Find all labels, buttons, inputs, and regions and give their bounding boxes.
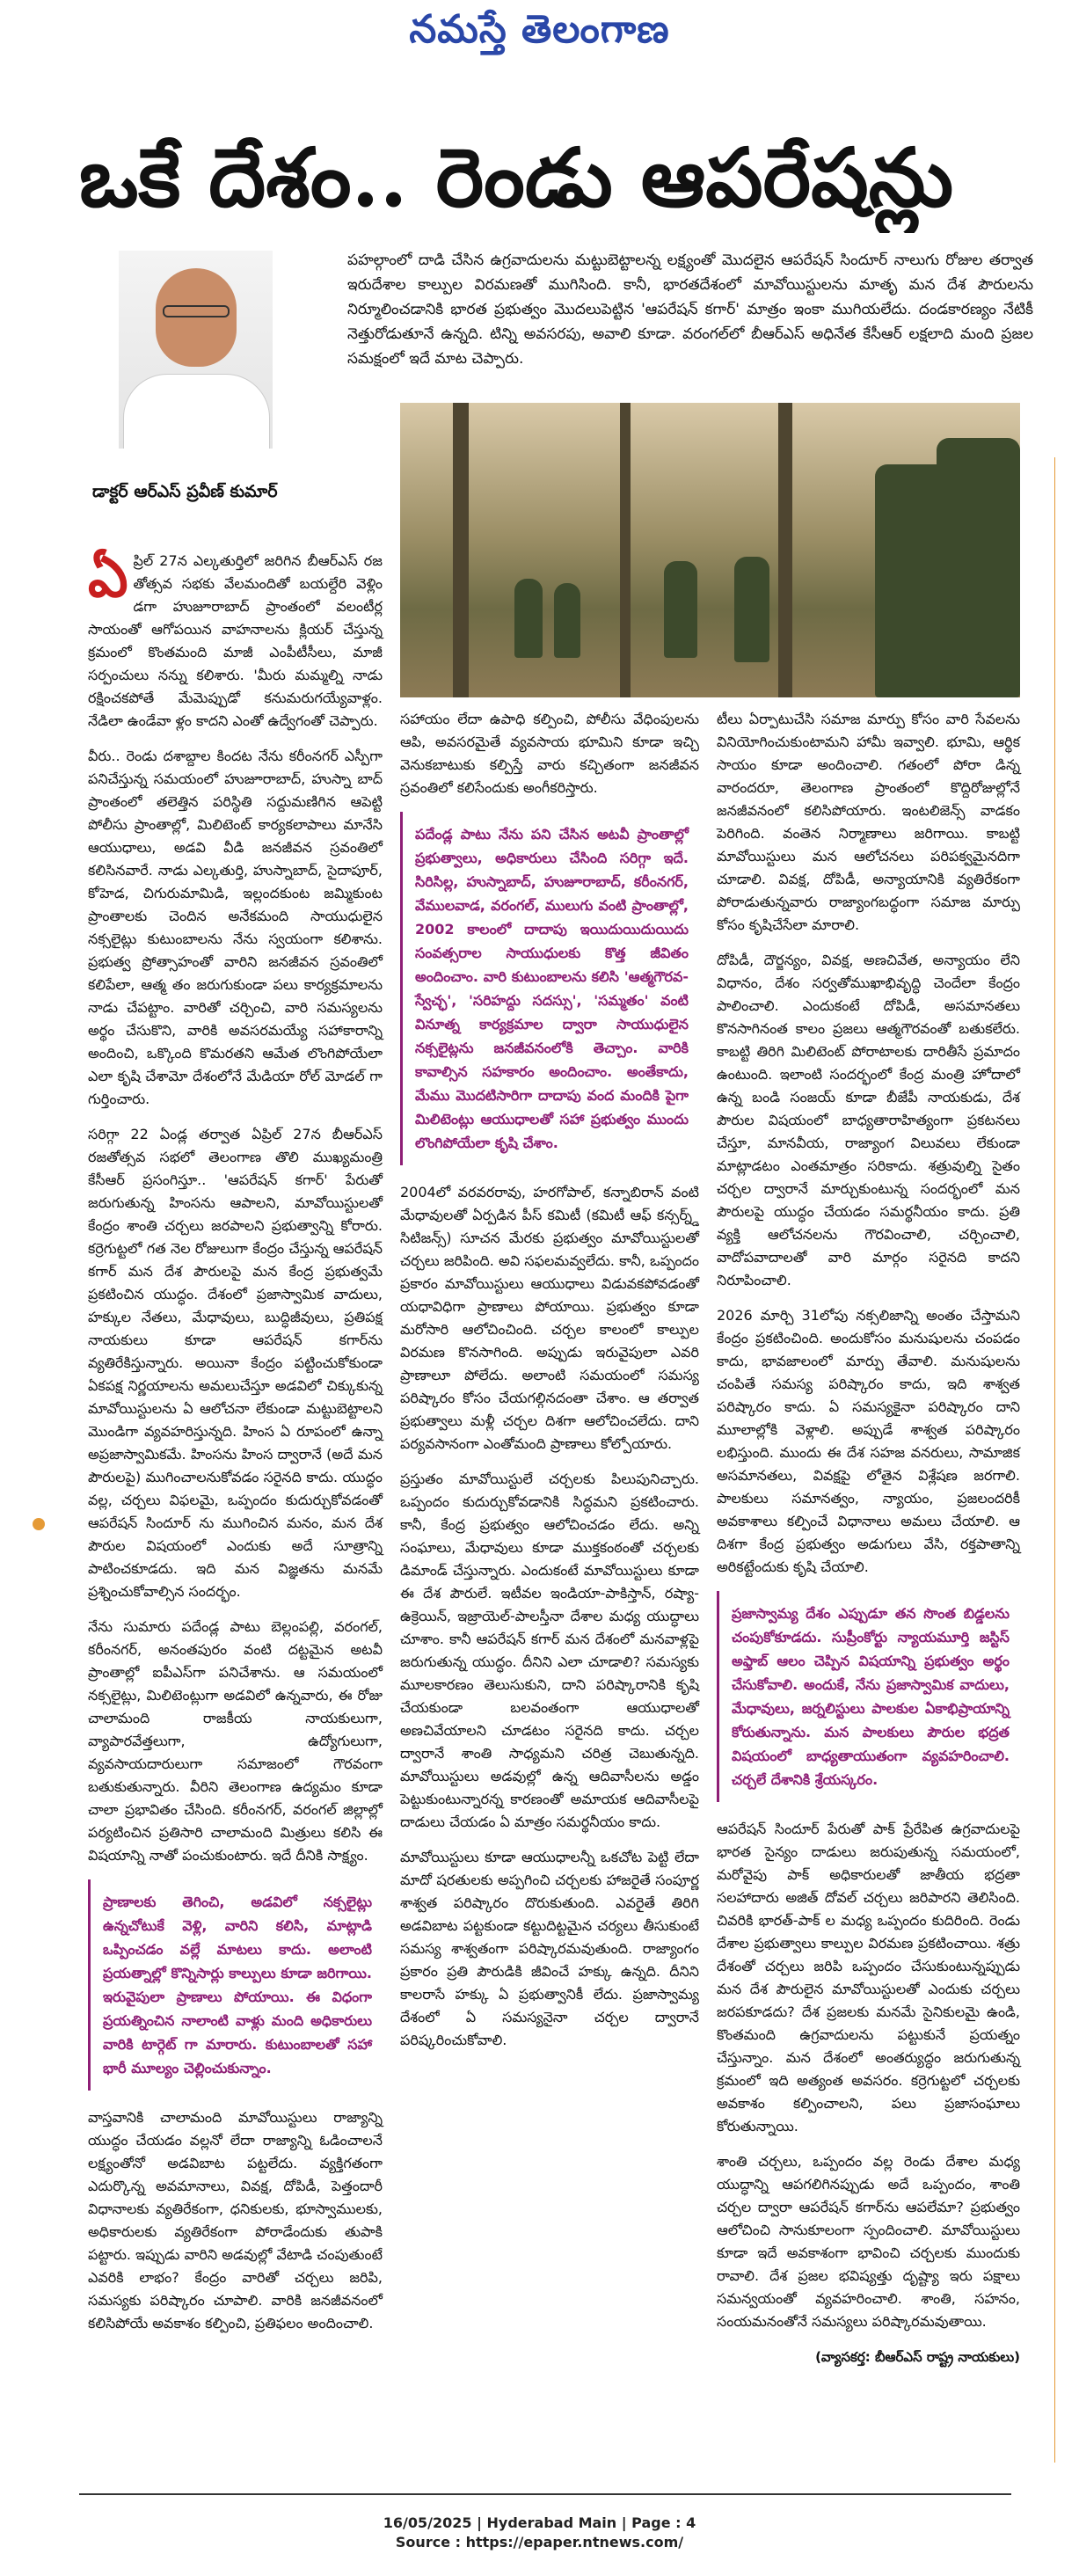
pull-quote: ప్రజాస్వామ్య దేశం ఎప్పుడూ తన సొంత బిడ్డలను చంపుకోకూడదు. సుప్రీంకోర్టు న్యాయమూర్తి జస్టిస్ అఫ్తాబ్ ఆలం చెప్పిన విషయాన్ని ప్రభుత్వం అర్థం చేసుకోవాలి. అందుకే, నేను ప్రజాస్వామిక వాదులు, మేధావులు, జర్నలిస్టులు పాలకుల ఏకాభిప్రాయాన్ని కోరుతున్నాను. మన పాలకులు పౌరుల భద్రత విషయంలో బాధ్యతాయుతంగా వ్యవహరించాలి. చర్చలే దేశానికి శ్రేయస్కరం. bbox=[717, 1591, 1020, 1802]
pull-quote: పదేండ్ల పాటు నేను పని చేసిన అటవీ ప్రాంతాల్లో ప్రభుత్వాలు, అధికారులు చేసింది సరిగ్గా ఇదే. సిరిసిల్ల, హుస్నాబాద్, హుజూరాబాద్, కరీంనగర్, వేములవాడ, వరంగల్, ములుగు వంటి ప్రాంతాల్లో, 2002 కాలంలో దాదాపు ఇయిదుయిదుయిదు సంవత్సరాల సాయుధులకు కొత్త జీవితం అందించాం. వారి కుటుంబాలను కలిసి 'ఆత్మగౌరవ-స్వేచ్ఛ', 'సరిహద్దు సదస్సు', 'సమ్మతం' వంటి వినూత్న కార్యక్రమాల ద్వారా సాయుధులైన నక్సలైట్లను జనజీవనంలోకి తెచ్చాం. వారికి కావాల్సిన సహకారం అందించాం. అంతేకాదు, మేము మొదటిసారిగా దాదాపు వంద మందికి పైగా మిలిటెంట్లు ఆయుధాలతో సహా ప్రభుత్వం ముందు లొంగిపోయేలా కృషి చేశాం. bbox=[400, 812, 699, 1165]
paragraph: వాస్తవానికి చాలామంది మావోయిస్టులు రాజ్యాన్ని యుద్ధం చేయడం వల్లనో లేదా రాజ్యాన్ని ఓడించాలనే లక్ష్యంతోనో అడవిబాట పట్టలేదు. వ్యక్తిగతంగా ఎదుర్కొన్న అవమానాలు, వివక్ష, దోపిడీ, పెత్తందారీ విధానాలకు వ్యతిరేకంగా, ధనికులకు, భూస్వాములకు, అధికారులకు వ్యతిరేకంగా పోరాడేందుకు తుపాకి పట్టారు. ఇప్పుడు వారిని అడవుల్లో వేటాడి చంపుతుంటే ఎవరికి లాభం? కేంద్రం వారితో చర్చలు జరిపి, సమస్యకు పరిష్కారం చూపాలి. వారికి జనజీవనంలో కలిసిపోయే అవకాశం కల్పించి, ప్రతిఫలం అందించాలి. bbox=[88, 2109, 383, 2332]
drop-cap: ఏ bbox=[88, 544, 128, 610]
margin-dot bbox=[33, 1518, 45, 1530]
photo-soldier-1 bbox=[514, 579, 543, 658]
paragraph: సరిగ్గా 22 ఏండ్ల తర్వాత ఏప్రిల్ 27న బీఆర్ఎస్ రజతోత్సవ సభలో తెలంగాణ తొలి ముఖ్యమంత్రి కేసీఆర్ ప్రసంగిస్తూ.. 'ఆపరేషన్ కగార్' పేరుతో జరుగుతున్న హింసను ఆపాలని, మావోయిస్టులతో కేంద్రం శాంతి చర్చలు జరపాలని ప్రభుత్వాన్ని కోరారు. కర్రెగుట్టలో గత నెల రోజులుగా కేంద్రం చేస్తున్న ఆపరేషన్ కగార్ మన దేశ పౌరులపై మన కేంద్ర ప్రభుత్వమే ప్రకటించిన యుద్ధం. దేశంలో ప్రజాస్వామిక వాదులు, హక్కుల నేతలు, మేధావులు, బుద్ధిజీవులు, ప్రతిపక్ష నాయకులు కూడా ఆపరేషన్ కగార్‌ను వ్యతిరేకిస్తున్నారు. అయినా కేంద్రం పట్టించుకోకుండా ఏకపక్ష నిర్ణయాలను అమలుచేస్తూ అడవిలో చిక్కుకున్న మావోయిస్టులను ఏ ఆలోచనా లేకుండా మట్టుబెట్టాలని మొండిగా వ్యవహరిస్తున్నది. హింస ఏ రూపంలో ఉన్నా అప్రజాస్వామికమే. హింసను హింస ద్వారానే (అదే మన పౌరులపై) ముగించాలనుకోవడం సరైనది కాదు. యుద్ధం వల్ల, చర్చలు విఫలమై, ఒప్పందం కుదుర్చుకోవడంతో ఆపరేషన్ సిందూర్ ను ముగించిన మనం, మన దేశ పౌరుల విషయంలో ఎందుకు అదే సూత్రాన్ని పాటించకూడదు. ఇది మన విజ్ఞతను మనమే ప్రశ్నించుకోవాల్సిన సందర్భం. bbox=[88, 1126, 383, 1600]
author-photo bbox=[119, 251, 273, 449]
author-note: (వ్యాసకర్త: బీఆర్ఎస్ రాష్ట్ర నాయకులు) bbox=[815, 2349, 1020, 2365]
column-3 bbox=[717, 708, 1020, 2368]
author-shirt bbox=[123, 374, 270, 449]
footer bbox=[0, 2514, 1079, 2552]
paragraph: 2004లో వరవరరావు, హరగోపాల్, కన్నాబిరాన్ వంటి మేధావులతో ఏర్పడిన పీస్ కమిటీ (కమిటీ ఆఫ్ కన్సర్న్డ్ సిటిజన్స్) సూచన మేరకు ప్రభుత్వం మావోయిస్టులతో చర్చలు జరిపింది. అవి సఫలమవ్వలేదు. కానీ, ఒప్పందం ప్రకారం మావోయిస్టులు ఆయుధాలు విడువకపోవడంతో యధావిధిగా ప్రాణాలు పోయాయి. ప్రభుత్వం కూడా మరోసారి ఆలోచించింది. చర్చల కాలంలో కాల్పుల విరమణ కొనసాగింది. అప్పుడు ఇరువైపులా ఎవరి ప్రాణాలూ పోలేదు. అలాంటి సమయంలో సమస్య పరిష్కారం కోసం చేయగల్గినదంతా చేశాం. ఆ తర్వాత ప్రభుత్వాలు మళ్లీ చర్చల దిశగా ఆలోచించలేదు. దాని పర్యవసానంగా ఎంతోమంది ప్రాణాలు కోల్పోయారు. bbox=[400, 1184, 699, 1452]
paragraph: ఆపరేషన్ సిందూర్ పేరుతో పాక్ ప్రేరేపిత ఉగ్రవాదులపై భారత సైన్యం దాడులు జరుపుతున్న సమయంలో, మరోవైపు పాక్ అధికారులతో జాతీయ భద్రతా సలహాదారు అజిత్ దోవల్ చర్చలు జరిపారని తెలిసింది. చివరికి భారత్-పాక్ ల మధ్య ఒప్పందం కుదిరింది. రెండు దేశాల ప్రభుత్వాలు కాల్పుల విరమణ ప్రకటించాయి. శత్రు దేశంతో చర్చలు జరిపి ఒప్పందం చేసుకుంటున్నప్పుడు మన దేశ పౌరులైన మావోయిస్టులతో ఎందుకు చర్చలు జరపకూడదు? దేశ ప్రజలకు మనమే సైనికులమై ఉండి, కొంతమంది ఉగ్రవాదులను పట్టుకునే ప్రయత్నం చేస్తున్నాం. మన దేశంలో అంతర్యుద్ధం జరుగుతున్న క్రమంలో ఇది అత్యంత అవసరం. కర్రెగుట్టలో చర్చలకు అవకాశం కల్పించాలని, పలు ప్రజాసంఘాలు కోరుతున్నాయి. bbox=[717, 1821, 1020, 2135]
photo-soldier-6 bbox=[937, 438, 1020, 697]
paragraph bbox=[88, 544, 383, 733]
masthead-title: నమస్తే తెలంగాణ bbox=[409, 7, 670, 52]
headline: ఒకే దేశం.. రెండు ఆపరేషన్లు bbox=[79, 130, 954, 225]
column-1 bbox=[88, 544, 383, 2347]
footer-rule bbox=[79, 2493, 1011, 2495]
paragraph: దోపిడీ, దౌర్జన్యం, వివక్ష, అణచివేత, అన్యాయం లేని విధానం, దేశం సర్వతోముఖాభివృద్ధి చెందేలా కేంద్రం పాలించాలి. ఎందుకంటే దోపిడీ, అసమానతలు కొనసాగినంత కాలం ప్రజలు ఆత్మగౌరవంతో బతుకలేరు. కాబట్టి తిరిగి మిలిటెంట్ పోరాటాలకు దారితీసే ప్రమాదం ఉంటుంది. ఇలాంటి సందర్భంలో కేంద్ర మంత్రి హోదాలో ఉన్న బండి సంజయ్ కూడా బీజేపీ నాయకుడు, దేశ పౌరుల విషయంలో బాధ్యతారాహిత్యంగా ప్రకటనలు చేస్తూ, మానవీయ, రాజ్యాంగ విలువలు లేకుండా మాట్లాడటం ఎంతమాత్రం సరికాదు. శత్రువుల్ని సైతం చర్చల ద్వారానే మార్చుకుంటున్న సందర్భంలో మన పౌరులపై యుద్ధం చేయడం సమర్థనీయం కాదు. ప్రతి వ్యక్తి ఆలోచనలను గౌరవించాలి, చర్చించాలి, వాదోపవాదాలతో వారి మార్గం సరైనది కాదని నిరూపించాలి. bbox=[717, 952, 1020, 1288]
author-head bbox=[156, 268, 237, 367]
paragraph: మావోయిస్టులు కూడా ఆయుధాలన్నీ ఒకచోట పెట్టి లేదా మాదో షరతులకు అప్పగించి చర్చలకు హాజరైతే సంపూర్ణ శాశ్వత పరిష్కారం దొరుకుతుంది. ఎవరైతే తిరిగి అడవిబాట పట్టకుండా కట్టుదిట్టమైన చర్యలు తీసుకుంటే సమస్య శాశ్వతంగా పరిష్కారమవుతుంది. రాజ్యాంగం ప్రకారం ప్రతి పౌరుడికి జీవించే హక్కు ఉన్నది. దీనిని కాలరాసే హక్కు ఏ ప్రభుత్వానికీ లేదు. ప్రజాస్వామ్య దేశంలో ఏ సమస్యనైనా చర్చల ద్వారానే పరిష్కరించుకోవాలి. bbox=[400, 1849, 699, 2048]
pull-quote: ప్రాణాలకు తెగించి, అడవిలో నక్సలైట్లు ఉన్నచోటుకే వెళ్లి, వారిని కలిసి, మాట్లాడి ఒప్పించడం వల్లే మాటలు కాదు. అలాంటి ప్రయత్నాల్లో కొన్నిసార్లు కాల్పులు కూడా జరిగాయి. ఇరువైపులా ప్రాణాలు పోయాయి. ఈ విధంగా ప్రయత్నించిన నాలాంటి వాళ్లు మంది అధికారులు వారికి టార్గెట్ గా మారారు. కుటుంబాలతో సహా భారీ మూల్యం చెల్లించుకున్నాం. bbox=[88, 1879, 383, 2091]
paragraph: నేను సుమారు పదేండ్ల పాటు బెల్లంపల్లి, వరంగల్, కరీంనగర్, అనంతపురం వంటి దట్టమైన అటవీ ప్రాంతాల్లో ఐపీఎస్‌గా పనిచేశాను. ఆ సమయంలో నక్సలైట్లు, మిలిటెంట్లుగా అడవిలో ఉన్నవారు, ఈ రోజు చాలామంది రాజకీయ నాయకులుగా, వ్యాపారవేత్తలుగా, ఉద్యోగులుగా, వ్యవసాయదారులుగా సమాజంలో గౌరవంగా బతుకుతున్నారు. వీరిని తెలంగాణ ఉద్యమం కూడా చాలా ప్రభావితం చేసింది. కరీంనగర్, వరంగల్ జిల్లాల్లో పర్యటించిన ప్రతిసారి చాలామంది మిత్రులు కలిసి ఈ విషయాన్ని నాతో పంచుకుంటారు. ఇదే దీనికి సాక్ష్యం. bbox=[88, 1618, 383, 1864]
photo-soldier-2 bbox=[554, 583, 580, 658]
masthead bbox=[0, 0, 1079, 69]
paragraph: వీరు.. రెండు దశాబ్దాల కిందట నేను కరీంనగర్ ఎస్పీగా పనిచేస్తున్న సమయంలో హుజూరాబాద్, హుస్నా బాద్ ప్రాంతంలో తలెత్తిన పరిస్థితి సద్దుమణిగిన ఆపెట్టి పోలీసు ప్రాంతాల్లో, మిలిటెంట్ కార్యకలాపాలు మానేసి ఆయుధాలు, అడవి వీడి జనజీవన స్రవంతిలో కలిసినవారే. నాడు ఎల్కతుర్తి, హుస్నాబాద్, సైదాపూర్, కోహెడ, చిగురుమామిడి, ఇల్లందకుంట జమ్మికుంట ప్రాంతాలకు చెందిన అనేకమంది సాయుధులైన నక్సలైట్లు కుటుంబాలను నేను స్వయంగా కలిశాను. ప్రభుత్వ ప్రోత్సాహంతో వారిని జనజీవన స్రవంతిలో కలిపేలా, ఆత్మ తం జరుగుకుండా పలు కార్యక్రమాలను నాడు చేపట్టాం. వారితో చర్చించి, వారి సమస్యలను అర్థం చేసుకొని, వారికి అవసరమయ్యే సహాకారాన్ని అందించి, ఒక్కొంది కొమరతని ఆమేత లొంగిపోయేలా ఎలా కృషి చేశామో దేశంలోనే మేడియా రోల్ మోడల్ గా గుర్తించారు. bbox=[88, 748, 383, 1107]
photo-soldier-4 bbox=[734, 557, 769, 662]
article-photo bbox=[400, 403, 1020, 697]
footer-date-edition: 16/05/2025 | Hyderabad Main | Page : 4 bbox=[383, 2514, 696, 2531]
paragraph: ప్రస్తుతం మావోయిస్టులే చర్చలకు పిలుపునిచ్చారు. ఒప్పందం కుదుర్చుకోవడానికి సిద్ధమని ప్రకటించారు. కానీ, కేంద్ర ప్రభుత్వం ఆలోచించడం లేదు. అన్ని సంఘాలు, మేధావులు కూడా ముక్తకంఠంతో చర్చలకు డిమాండ్ చేస్తున్నారు. ఎందుకంటే మావోయిస్టులు కూడా ఈ దేశ పౌరులే. ఇటీవల ఇండియా-పాకిస్తాన్, రష్యా-ఉక్రెయిన్, ఇజ్రాయెల్-పాలస్తీనా దేశాల మధ్య యుద్ధాలు చూశాం. కానీ ఆపరేషన్ కగార్ మన దేశంలో మనవాళ్లపై జరుగుతున్న యుద్ధం. దీనిని ఎలా చూడాలి? సమస్యకు మూలకారణం తెలుసుకుని, దాని పరిష్కారానికి కృషి చేయకుండా బలవంతంగా ఆయుధాలతో అణచివేయాలని చూడటం సరైనది కాదు. చర్చల ద్వారానే శాంతి సాధ్యమని చరిత్ర చెబుతున్నది. మావోయిస్టులు అడవుల్లో ఉన్న ఆదివాసీలను అడ్డం పెట్టుకుంటున్నారన్న కారణంతో అమాయక ఆదివాసీలపై దాడులు చేయడం ఏ మాత్రం సమర్థనీయం కాదు. bbox=[400, 1470, 699, 1830]
photo-soldier-3 bbox=[664, 561, 697, 658]
column-2 bbox=[400, 708, 699, 2064]
photo-tree-2 bbox=[620, 403, 631, 697]
author-glasses bbox=[163, 305, 230, 317]
footer-source-link[interactable]: Source : https://epaper.ntnews.com/ bbox=[395, 2534, 684, 2550]
paragraph-text: ప్రిల్ 27న ఎల్కతుర్తిలో జరిగిన బీఆర్ఎస్ రజ తోత్సవ సభకు వేలమందితో బయల్దేరి వెళ్లిం డగా హుజూరాబాద్ ప్రాంతంలో వలంటీర్ల సాయంతో ఆగోపయిన వాహనాలను క్లియర్ చేస్తున్న క్రమంలో కొంతమంది మాజీ ఎంపీటీసీలు, మాజీ సర్పంచులు నన్ను కలిశారు. 'మీరు మమ్మల్ని నాడు రక్షించకపోతే మేమెప్పుడో కనుమరుగయ్యేవాళ్లం. నేడిలా ఉండేవా ళ్లం కాదని ఎంతో ఉద్వేగంతో చెప్పారు. bbox=[88, 552, 383, 729]
paragraph: సహాయం లేదా ఉపాధి కల్పించి, పోలీసు వేధింపులను ఆపి, అవసరమైతే వ్యవసాయ భూమిని కూడా ఇచ్చి వెనుకబాటుకు కల్పిస్తే వారు కచ్చితంగా జనజీవన స్రవంతిలో కలిసేందుకు అంగీకరిస్తారు. bbox=[400, 711, 699, 796]
byline: డాక్టర్ ఆర్ఎస్ ప్రవీణ్ కుమార్ bbox=[92, 482, 278, 501]
intro-paragraph: పహల్గాంలో దాడి చేసిన ఉగ్రవాదులను మట్టుబెట్టాలన్న లక్ష్యంతో మొదలైన ఆపరేషన్ సిందూర్ నాలుగు రోజుల తర్వాత ఇరుదేశాల కాల్పుల విరమణతో ముగిసింది. కానీ, భారతదేశంలో మావోయిస్టులను మాతృ మన దేశ పౌరులను నిర్మూలించడానికి భారత ప్రభుత్వం మొదలుపెట్టిన 'ఆపరేషన్ కగార్' మాత్రం ఇంకా ముగియలేదు. దండకారణ్యం నేటికీ నెత్తురోడుతూనే ఉన్నది. టిన్ని అవసరపు, అవాలి కూడా. వరంగల్‌లో బీఆర్ఎస్ అధినేత కేసీఆర్ లక్షలాది మంది ప్రజల సమక్షంలో ఇదే మాట చెప్పారు. bbox=[347, 252, 1033, 368]
photo-tree-3 bbox=[778, 403, 792, 697]
paragraph: టీలు ఏర్పాటుచేసి సమాజ మార్పు కోసం వారి సేవలను వినియోగించుకుంటామని హామీ ఇవ్వాలి. భూమి, ఆర్థిక సాయం కూడా అందించాలి. గతంలో పోరా డిన్న వారందరూ, తెలంగాణ ప్రాంతంలో కొద్దిరోజుల్లోనే జనజీవనంలో కలిసిపోయారు. ఇంటలిజెన్స్ వాడకం పెరిగింది. వంతెన నిర్మాణాలు జరిగాయి. కాబట్టి మావోయిస్టులు మన ఆలోచనలు పరిపక్వమైనదిగా చూడాలి. వివక్ష, దోపిడీ, అన్యాయానికి వ్యతిరేకంగా పోరాడుతున్నవారు రాజ్యాంగబద్ధంగా సమాజ మార్పు కోసం కృషిచేసేలా మారాలి. bbox=[717, 711, 1020, 933]
column-divider-line bbox=[1054, 457, 1055, 2463]
photo-tree-1 bbox=[453, 403, 469, 697]
paragraph: 2026 మార్చి 31లోపు నక్సలిజాన్ని అంతం చేస్తామని కేంద్రం ప్రకటించింది. అందుకోసం మనుషులను చంపడం కాదు, భావజాలంలో మార్పు తేవాలి. మనుషులను చంపితే సమస్య పరిష్కారం కాదు, ఇది శాశ్వత పరిష్కారం కాదు. ఏ సమస్యకైనా పరిష్కారం దాని మూలాల్లోకి వెళ్లాలి. అప్పుడే శాశ్వత పరిష్కారం లభిస్తుంది. ముందు ఈ దేశ సహజ వనరులు, సామాజిక అసమానతలు, వివక్షపై లోతైన విశ్లేషణ జరగాలి. పాలకులు సమానత్వం, న్యాయం, ప్రజలందరికీ అవకాశాలు కల్పించే విధానాలు అమలు చేయాలి. ఆ దిశగా కేంద్ర ప్రభుత్వం అడుగులు వేసి, రక్తపాతాన్ని అరికట్టేందుకు కృషి చేయాలి. bbox=[717, 1307, 1020, 1575]
paragraph: శాంతి చర్చలు, ఒప్పందం వల్ల రెండు దేశాల మధ్య యుద్ధాన్ని ఆపగలిగినప్పుడు అదే ఒప్పందం, శాంతి చర్చల ద్వారా ఆపరేషన్ కగార్‌ను ఆపలేమా? ప్రభుత్వం ఆలోచించి సానుకూలంగా స్పందించాలి. మావోయిస్టులు కూడా ఇదే అవకాశంగా భావించి చర్చలకు ముందుకు రావాలి. దేశ ప్రజల భవిష్యత్తు దృష్ట్యా ఇరు పక్షాలు సమన్వయంతో వ్యవహరించాలి. శాంతి, సహనం, సంయమనంతోనే సమస్యలు పరిష్కారమవుతాయి. bbox=[717, 2153, 1020, 2330]
